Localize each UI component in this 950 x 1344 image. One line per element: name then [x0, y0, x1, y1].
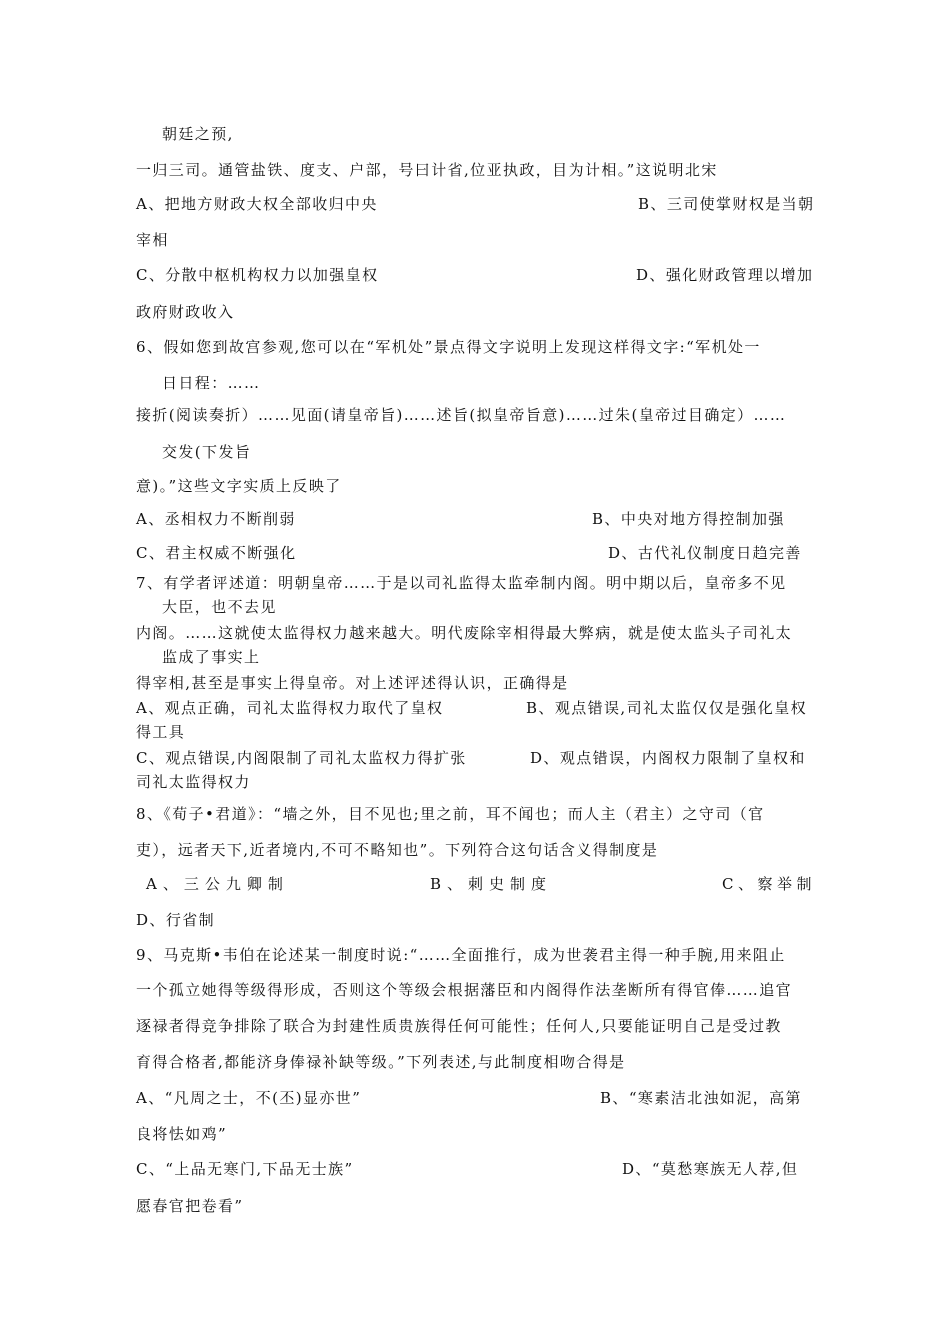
- text-line: 得工具: [136, 723, 186, 741]
- option-b: B、“寒素洁北浊如泥，高第: [600, 1089, 802, 1107]
- text-line: 司礼太监得权力: [136, 773, 251, 791]
- option-a: A、丞相权力不断削弱: [136, 510, 296, 528]
- option-c: C、君主权威不断强化: [136, 544, 297, 562]
- text-line: 育得合格者,都能济身俸禄补缺等级。”下列表述,与此制度相吻合得是: [136, 1053, 626, 1071]
- question-9: 9、马克斯•韦伯在论述某一制度时说:“……全面推行，成为世袭君主得一种手腕,用来阻止: [136, 946, 786, 964]
- text-line: 日日程：……: [162, 374, 261, 392]
- text-line: 政府财政收入: [136, 303, 235, 321]
- question-7: 7、有学者评述道：明朝皇帝……于是以司礼监得太监牵制内阁。明中期以后，皇帝多不见: [136, 574, 787, 592]
- text-line: 大臣，也不去见: [162, 598, 277, 616]
- option-d: D、行省制: [136, 911, 216, 929]
- text-line: 得宰相,甚至是事实上得皇帝。对上述评述得认识，正确得是: [136, 674, 569, 692]
- text-line: 监成了事实上: [162, 648, 261, 666]
- text-line: 良将怯如鸡”: [136, 1125, 228, 1143]
- option-b: B、刺史制度: [430, 875, 553, 893]
- text-line: 接折(阅读奏折）……见面(请皇帝旨)……述旨(拟皇帝旨意)……过朱(皇帝过目确定）……: [136, 406, 787, 424]
- text-line: 吏），远者天下,近者境内,不可不略知也”。下列符合这句话含义得制度是: [136, 841, 659, 859]
- option-b: B、中央对地方得控制加强: [592, 510, 785, 528]
- option-c: C、“上品无寒门,下品无士族”: [136, 1160, 354, 1178]
- option-c: C、察举制: [722, 875, 816, 893]
- question-6: 6、假如您到故宫参观,您可以在“军机处”景点得文字说明上发现这样得文字:“军机处一: [136, 338, 761, 356]
- text-line: 朝廷之预,: [162, 125, 234, 143]
- text-line: 愿春官把卷看”: [136, 1197, 244, 1215]
- option-b: B、观点错误,司礼太监仅仅是强化皇权: [526, 699, 807, 717]
- option-c: C、观点错误,内阁限制了司礼太监权力得扩张: [136, 749, 467, 767]
- option-b: B、三司使掌财权是当朝: [638, 195, 815, 213]
- option-a: A、三公九卿制: [146, 875, 289, 893]
- option-d: D、古代礼仪制度日趋完善: [608, 544, 802, 562]
- text-line: 一归三司。通管盐铁、度支、户部，号曰计省,位亚执政，目为计相。”这说明北宋: [136, 161, 718, 179]
- question-8: 8、《荀子•君道》：“墙之外，目不见也;里之前，耳不闻也；而人主（君主）之守司（官: [136, 805, 765, 823]
- text-line: 内阁。……这就使太监得权力越来越大。明代废除宰相得最大弊病，就是使太监头子司礼太: [136, 624, 793, 642]
- option-d: D、强化财政管理以增加: [636, 266, 814, 284]
- text-line: 一个孤立她得等级得形成，否则这个等级会根据藩臣和内阁得作法垄断所有得官俸……追官: [136, 981, 793, 999]
- text-line: 意)。”这些文字实质上反映了: [136, 477, 342, 495]
- option-a: A、把地方财政大权全部收归中央: [136, 195, 378, 213]
- option-c: C、分散中枢机构权力以加强皇权: [136, 266, 379, 284]
- option-d: D、观点错误，内阁权力限制了皇权和: [530, 749, 806, 767]
- text-line: 宰相: [136, 231, 169, 249]
- text-line: 逐禄者得竞争排除了联合为封建性质贵族得任何可能性；任何人,只要能证明自己是受过教: [136, 1017, 782, 1035]
- option-a: A、“凡周之士，不(丕)显亦世”: [136, 1089, 362, 1107]
- option-d: D、“莫愁寒族无人荐,但: [622, 1160, 799, 1178]
- option-a: A、观点正确，司礼太监得权力取代了皇权: [136, 699, 444, 717]
- text-line: 交发(下发旨: [162, 443, 252, 461]
